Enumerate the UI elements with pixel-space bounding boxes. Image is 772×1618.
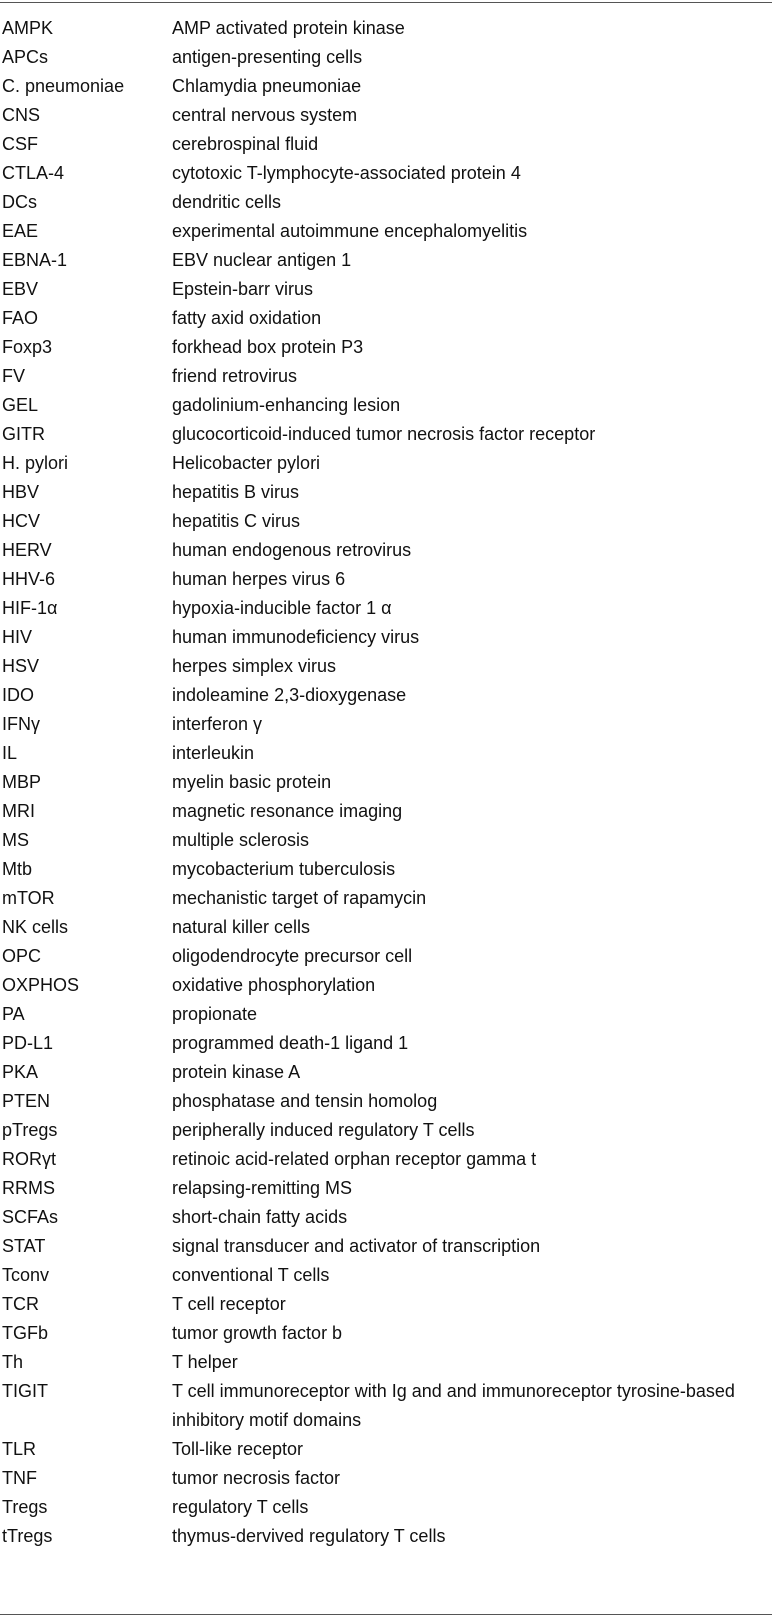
- abbreviation-definition: cerebrospinal fluid: [172, 134, 319, 154]
- abbreviation-definition: short-chain fatty acids: [172, 1207, 348, 1227]
- abbreviation-definition: T cell receptor: [172, 1294, 286, 1314]
- table-row: [0, 188, 772, 217]
- abbreviation-definition: Chlamydia pneumoniae: [172, 76, 362, 96]
- table-row: [0, 1377, 772, 1435]
- table-row: [0, 420, 772, 449]
- abbreviation-term: FV: [2, 366, 26, 386]
- abbreviation-term: GEL: [2, 395, 39, 415]
- abbreviation-definition: phosphatase and tensin homolog: [172, 1091, 438, 1111]
- table-row: [0, 1203, 772, 1232]
- abbreviation-definition: cytotoxic T-lymphocyte-associated protein 4: [172, 163, 521, 183]
- abbreviation-term: HHV-6: [2, 569, 56, 589]
- abbreviation-term: mTOR: [2, 888, 55, 908]
- abbreviation-term: GITR: [2, 424, 45, 444]
- abbreviation-term: pTregs: [2, 1120, 58, 1140]
- table-row: [0, 594, 772, 623]
- table-row: [0, 1348, 772, 1377]
- abbreviation-term: CNS: [2, 105, 41, 125]
- abbreviation-definition: regulatory T cells: [172, 1497, 309, 1517]
- abbreviation-term: APCs: [2, 47, 49, 67]
- abbreviation-definition: Helicobacter pylori: [172, 453, 321, 473]
- abbreviation-definition: mechanistic target of rapamycin: [172, 888, 427, 908]
- table-row: [0, 1232, 772, 1261]
- abbreviation-definition: myelin basic protein: [172, 772, 332, 792]
- table-row: [0, 43, 772, 72]
- table-row: [0, 768, 772, 797]
- abbreviation-definition: forkhead box protein P3: [172, 337, 364, 357]
- abbreviation-definition: indoleamine 2,3-dioxygenase: [172, 685, 407, 705]
- abbreviation-definition: friend retrovirus: [172, 366, 298, 386]
- table-row: [0, 507, 772, 536]
- table-row: [0, 1174, 772, 1203]
- abbreviation-term: IL: [2, 743, 18, 763]
- table-row: [0, 1464, 772, 1493]
- abbreviation-term: STAT: [2, 1236, 46, 1256]
- abbreviation-definition: Epstein-barr virus: [172, 279, 314, 299]
- abbreviation-definition: experimental autoimmune encephalomyelitis: [172, 221, 528, 241]
- abbreviation-term: HBV: [2, 482, 40, 502]
- table-row: [0, 1493, 772, 1522]
- abbreviation-term: Th: [2, 1352, 24, 1372]
- table-row: [0, 130, 772, 159]
- abbreviation-term: HIF-1α: [2, 598, 58, 618]
- table-row: [0, 884, 772, 913]
- abbreviation-definition: oligodendrocyte precursor cell: [172, 946, 413, 966]
- table-row: [0, 739, 772, 768]
- table-row: [0, 1290, 772, 1319]
- top-rule: [0, 2, 772, 3]
- table-row: [0, 681, 772, 710]
- table-row: [0, 652, 772, 681]
- abbreviation-definition: glucocorticoid-induced tumor necrosis factor receptor: [172, 424, 596, 444]
- abbreviation-rows: [0, 14, 772, 1551]
- abbreviation-term: HIV: [2, 627, 33, 647]
- table-row: [0, 913, 772, 942]
- abbreviation-definition: T helper: [172, 1352, 238, 1372]
- abbreviation-term: IDO: [2, 685, 35, 705]
- abbreviation-term: CTLA-4: [2, 163, 65, 183]
- abbreviation-term: CSF: [2, 134, 38, 154]
- table-row: [0, 536, 772, 565]
- abbreviation-definition: central nervous system: [172, 105, 358, 125]
- table-row: [0, 855, 772, 884]
- table-row: [0, 1116, 772, 1145]
- table-row: [0, 1145, 772, 1174]
- abbreviation-definition: hepatitis B virus: [172, 482, 300, 502]
- table-row: [0, 1319, 772, 1348]
- table-row: [0, 304, 772, 333]
- table-row: [0, 478, 772, 507]
- abbreviation-term: Tregs: [2, 1497, 48, 1517]
- abbreviation-term: HCV: [2, 511, 41, 531]
- table-row: [0, 942, 772, 971]
- table-row: [0, 449, 772, 478]
- abbreviation-term: HERV: [2, 540, 52, 560]
- table-row: [0, 1435, 772, 1464]
- table-row: [0, 710, 772, 739]
- abbreviation-definition: gadolinium-enhancing lesion: [172, 395, 401, 415]
- abbreviation-term: TLR: [2, 1439, 37, 1459]
- abbreviation-definition: thymus-dervived regulatory T cells: [172, 1526, 446, 1546]
- abbreviation-definition: human herpes virus 6: [172, 569, 346, 589]
- abbreviation-term: TCR: [2, 1294, 39, 1314]
- abbreviation-definition: interferon γ: [172, 714, 263, 734]
- table-row: [0, 72, 772, 101]
- table-row: [0, 1087, 772, 1116]
- abbreviation-term: MRI: [2, 801, 35, 821]
- table-row: [0, 391, 772, 420]
- abbreviation-term: C. pneumoniae: [2, 76, 125, 96]
- abbreviation-definition: peripherally induced regulatory T cells: [172, 1120, 475, 1140]
- abbreviation-definition: tumor necrosis factor: [172, 1468, 341, 1488]
- abbreviation-term: PTEN: [2, 1091, 51, 1111]
- abbreviation-definition: conventional T cells: [172, 1265, 330, 1285]
- abbreviation-definition: AMP activated protein kinase: [172, 18, 405, 38]
- abbreviation-definition: dendritic cells: [172, 192, 282, 212]
- abbreviation-definition: magnetic resonance imaging: [172, 801, 403, 821]
- abbreviation-term: PA: [2, 1004, 25, 1024]
- abbreviation-term: EBV: [2, 279, 39, 299]
- bottom-rule: [0, 1614, 772, 1615]
- table-row: [0, 1261, 772, 1290]
- abbreviation-term: H. pylori: [2, 453, 69, 473]
- abbreviation-definition: interleukin: [172, 743, 255, 763]
- table-row: [0, 101, 772, 130]
- abbreviation-definition: antigen-presenting cells: [172, 47, 363, 67]
- abbreviation-term: PKA: [2, 1062, 39, 1082]
- abbreviation-term: EBNA-1: [2, 250, 68, 270]
- abbreviation-term: OPC: [2, 946, 42, 966]
- abbreviation-term: TGFb: [2, 1323, 49, 1343]
- abbreviation-definition: herpes simplex virus: [172, 656, 337, 676]
- abbreviation-definition: human immunodeficiency virus: [172, 627, 420, 647]
- abbreviation-term: MBP: [2, 772, 42, 792]
- abbreviation-definition: Toll-like receptor: [172, 1439, 304, 1459]
- table-row: [0, 217, 772, 246]
- table-row: [0, 362, 772, 391]
- table-row: [0, 246, 772, 275]
- table-row: [0, 333, 772, 362]
- abbreviation-term: Mtb: [2, 859, 33, 879]
- abbreviation-definition: retinoic acid-related orphan receptor gamma t: [172, 1149, 537, 1169]
- abbreviation-definition: oxidative phosphorylation: [172, 975, 376, 995]
- table-row: [0, 1000, 772, 1029]
- abbreviation-definition: mycobacterium tuberculosis: [172, 859, 396, 879]
- table-row: [0, 1522, 772, 1551]
- abbreviation-term: RORγt: [2, 1149, 56, 1169]
- abbreviation-term: OXPHOS: [2, 975, 80, 995]
- abbreviation-definition: propionate: [172, 1004, 258, 1024]
- abbreviation-term: DCs: [2, 192, 37, 212]
- table-row: [0, 797, 772, 826]
- table-row: [0, 565, 772, 594]
- abbreviation-term: tTregs: [2, 1526, 53, 1546]
- table-row: [0, 14, 772, 43]
- abbreviation-definition: programmed death-1 ligand 1: [172, 1033, 409, 1053]
- abbreviation-term: Foxp3: [2, 337, 53, 357]
- abbreviation-term: PD-L1: [2, 1033, 54, 1053]
- abbreviation-definition: hypoxia-inducible factor 1 α: [172, 598, 392, 618]
- abbreviation-definition: signal transducer and activator of transcription: [172, 1236, 541, 1256]
- abbreviation-definition: protein kinase A: [172, 1062, 301, 1082]
- abbreviation-term: EAE: [2, 221, 39, 241]
- abbreviation-term: TNF: [2, 1468, 37, 1488]
- abbreviation-definition: relapsing-remitting MS: [172, 1178, 353, 1198]
- abbreviation-term: AMPK: [2, 18, 54, 38]
- abbreviation-term: IFNγ: [2, 714, 40, 734]
- table-row: [0, 1029, 772, 1058]
- abbreviation-term: Tconv: [2, 1265, 50, 1285]
- abbreviation-definition: fatty axid oxidation: [172, 308, 322, 328]
- abbreviation-definition: human endogenous retrovirus: [172, 540, 412, 560]
- abbreviation-term: SCFAs: [2, 1207, 59, 1227]
- abbreviation-definition: tumor growth factor b: [172, 1323, 343, 1343]
- table-row: [0, 826, 772, 855]
- abbreviation-definition: T cell immunoreceptor with Ig and and immunoreceptor tyrosine-based inhibitory motif domains: [172, 1381, 735, 1430]
- abbreviation-term: RRMS: [2, 1178, 55, 1198]
- abbreviation-term: TIGIT: [2, 1381, 48, 1401]
- table-row: [0, 971, 772, 1000]
- abbreviation-definition: EBV nuclear antigen 1: [172, 250, 352, 270]
- table-row: [0, 275, 772, 304]
- abbreviation-term: HSV: [2, 656, 40, 676]
- table-row: [0, 1058, 772, 1087]
- abbreviation-term: NK cells: [2, 917, 69, 937]
- abbreviation-definition: hepatitis C virus: [172, 511, 301, 531]
- abbreviation-definition: multiple sclerosis: [172, 830, 310, 850]
- abbreviation-term: MS: [2, 830, 29, 850]
- abbreviation-term: FAO: [2, 308, 39, 328]
- abbreviation-definition: natural killer cells: [172, 917, 311, 937]
- table-row: [0, 623, 772, 652]
- table-row: [0, 159, 772, 188]
